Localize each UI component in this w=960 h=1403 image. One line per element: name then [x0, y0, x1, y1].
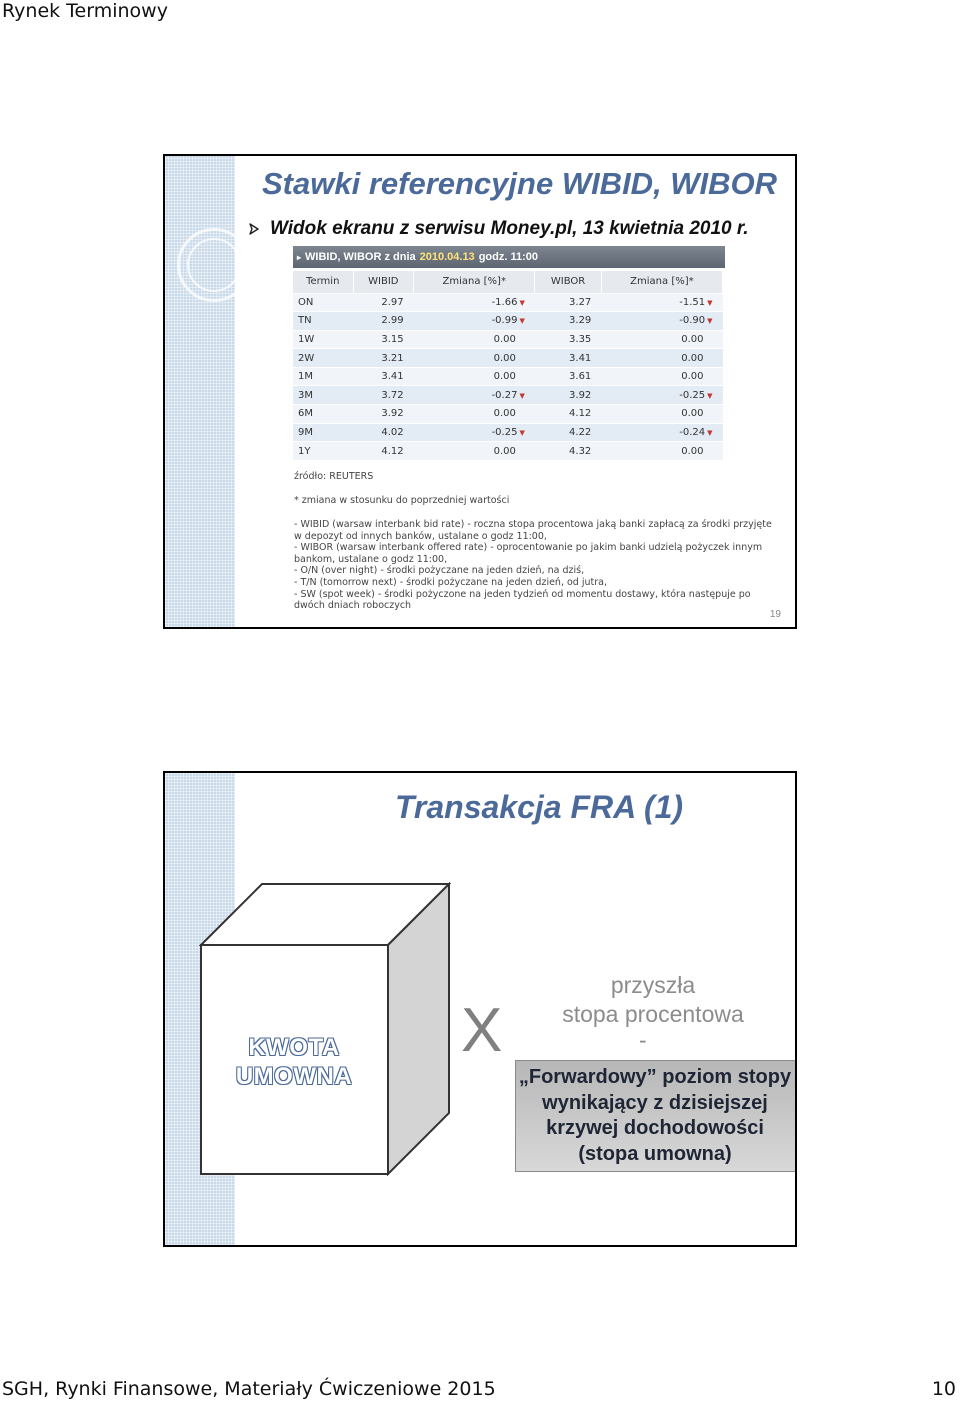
- table-cell-term: 1Y: [293, 442, 353, 461]
- definitions-list: [294, 519, 772, 612]
- table-cell-term: 1M: [293, 367, 353, 386]
- minus-sign: -: [639, 1027, 647, 1053]
- definition-line: dwóch dniach roboczych: [294, 600, 412, 612]
- table-cell-wibor-change: -0.90 ▼: [601, 312, 722, 331]
- table-cell-wibid: 3.21: [353, 349, 414, 368]
- table-cell-wibor: 3.27: [535, 293, 601, 312]
- header-date: 2010.04.13: [419, 251, 475, 263]
- future-rate-line2: stopa procentowa: [562, 1001, 744, 1027]
- column-header: WIBID: [353, 271, 414, 293]
- table-cell-term: 3M: [293, 386, 353, 405]
- down-arrow-icon: ▼: [519, 317, 525, 326]
- rates-table-head-row: [293, 271, 723, 293]
- definition-line: w depozyt od innych banków, ustalane o godz 11:00,: [294, 530, 547, 542]
- slide-decorative-strip: [165, 156, 235, 627]
- down-arrow-icon: ▼: [707, 317, 713, 326]
- cube-label-line1: KWOTA: [248, 1034, 340, 1061]
- down-arrow-icon: ▼: [519, 391, 525, 400]
- forward-rate-line: wynikający z dzisiejszej: [542, 1091, 768, 1114]
- definition-line: - WIBID (warsaw interbank bid rate) - roczna stopa procentowa jaką banki zapłacą za środki przyjęte: [294, 519, 772, 530]
- slide-fra-transaction: [163, 771, 797, 1247]
- table-row: [293, 405, 723, 424]
- table-cell-wibid-change: -1.66 ▼: [414, 293, 535, 312]
- table-cell-wibid: 2.99: [353, 312, 414, 331]
- money-pl-screenshot: [293, 246, 725, 460]
- table-cell-wibid-change: -0.27 ▼: [414, 386, 535, 405]
- rates-table: [293, 271, 723, 460]
- down-arrow-icon: ▼: [707, 391, 713, 400]
- slide-wibid-wibor: [163, 154, 797, 629]
- page-number: 10: [931, 1378, 956, 1400]
- page-header: Rynek Terminowy: [2, 0, 168, 22]
- table-cell-wibid: 4.02: [353, 423, 414, 442]
- table-cell-wibor: 3.35: [535, 330, 601, 349]
- table-cell-wibid-change: 0.00: [414, 367, 535, 386]
- source-note: źródło: REUTERS: [294, 471, 374, 482]
- table-cell-wibid: 2.97: [353, 293, 414, 312]
- table-cell-wibor-change: 0.00: [601, 349, 722, 368]
- cube-label: [207, 1033, 381, 1091]
- table-cell-wibid-change: 0.00: [414, 442, 535, 461]
- slide-title: Transakcja FRA (1): [394, 789, 684, 825]
- table-cell-wibor-change: -1.51 ▼: [601, 293, 722, 312]
- cube-label-line2: UMOWNA: [235, 1063, 353, 1090]
- table-cell-wibor: 4.12: [535, 405, 601, 424]
- table-cell-wibor-change: 0.00: [601, 330, 722, 349]
- multiply-sign: X: [461, 996, 503, 1065]
- triangle-right-icon: ▸: [297, 252, 302, 262]
- table-cell-wibid: 3.92: [353, 405, 414, 424]
- table-cell-wibid-change: -0.99 ▼: [414, 312, 535, 331]
- table-cell-term: TN: [293, 312, 353, 331]
- table-cell-wibor: 3.41: [535, 349, 601, 368]
- column-header: Zmiana [%]*: [601, 271, 722, 293]
- table-cell-wibor-change: 0.00: [601, 367, 722, 386]
- rates-table-body: [293, 293, 723, 460]
- table-cell-wibid: 4.12: [353, 442, 414, 461]
- down-arrow-icon: ▼: [519, 428, 525, 437]
- column-header: Termin: [293, 271, 353, 293]
- table-cell-wibor: 4.22: [535, 423, 601, 442]
- header-suffix: godz. 11:00: [478, 251, 538, 263]
- table-row: [293, 442, 723, 461]
- table-cell-wibor: 3.92: [535, 386, 601, 405]
- column-header: Zmiana [%]*: [414, 271, 535, 293]
- table-cell-wibor-change: -0.25 ▼: [601, 386, 722, 405]
- table-row: [293, 312, 723, 331]
- page-footer-left: SGH, Rynki Finansowe, Materiały Ćwiczeniowe 2015: [2, 1378, 496, 1400]
- table-cell-wibid: 3.72: [353, 386, 414, 405]
- table-cell-wibor: 3.29: [535, 312, 601, 331]
- future-rate-line1: przyszła: [610, 972, 696, 998]
- forward-rate-line: krzywej dochodowości: [546, 1117, 764, 1139]
- table-cell-term: 1W: [293, 330, 353, 349]
- down-arrow-icon: ▼: [519, 298, 525, 307]
- table-cell-wibid: 3.41: [353, 367, 414, 386]
- arrow-bullet-icon: [247, 222, 261, 236]
- table-cell-wibor-change: -0.24 ▼: [601, 423, 722, 442]
- definition-line: - T/N (tomorrow next) - środki pożyczane na jeden dzień, od jutra,: [294, 576, 607, 588]
- slide-title: Stawki referencyjne WIBID, WIBOR: [262, 166, 778, 201]
- table-row: [293, 386, 723, 405]
- table-cell-wibid-change: 0.00: [414, 330, 535, 349]
- rates-table-header-bar: [293, 246, 725, 268]
- bullet-text: Widok ekranu z serwisu Money.pl, 13 kwietnia 2010 r.: [270, 218, 749, 239]
- table-cell-wibor: 3.61: [535, 367, 601, 386]
- table-row: [293, 293, 723, 312]
- forward-rate-line: „Forwardowy” poziom stopy: [518, 1066, 792, 1088]
- footnote: * zmiana w stosunku do poprzedniej wartości: [294, 495, 510, 506]
- table-cell-wibid-change: 0.00: [414, 349, 535, 368]
- table-row: [293, 330, 723, 349]
- table-row: [293, 349, 723, 368]
- definition-line: - SW (spot week) - środki pożyczone na jeden tydzień od momentu dostawy, która następuje po: [294, 588, 751, 600]
- definition-line: bankom, ustalane o godz 11:00,: [294, 553, 448, 565]
- table-cell-wibid: 3.15: [353, 330, 414, 349]
- forward-rate-text: [508, 1065, 797, 1167]
- table-row: [293, 367, 723, 386]
- table-cell-term: 6M: [293, 405, 353, 424]
- down-arrow-icon: ▼: [707, 428, 713, 437]
- cube-illustration: [199, 882, 451, 1176]
- column-header: WIBOR: [535, 271, 601, 293]
- table-cell-wibor-change: 0.00: [601, 405, 722, 424]
- table-cell-term: 9M: [293, 423, 353, 442]
- future-rate-label: [535, 971, 771, 1029]
- slide-number: 19: [769, 609, 781, 620]
- table-row: [293, 423, 723, 442]
- bullet-item: [247, 218, 749, 240]
- table-cell-wibid-change: -0.25 ▼: [414, 423, 535, 442]
- table-cell-wibor-change: 0.00: [601, 442, 722, 461]
- forward-rate-line: (stopa umowna): [578, 1142, 732, 1165]
- table-cell-wibor: 4.32: [535, 442, 601, 461]
- table-cell-wibid-change: 0.00: [414, 405, 535, 424]
- definition-line: - O/N (over night) - środki pożyczane na jeden dzień, na dziś,: [294, 565, 585, 577]
- down-arrow-icon: ▼: [707, 298, 713, 307]
- table-cell-term: ON: [293, 293, 353, 312]
- decorative-circle-inner: [187, 238, 241, 292]
- definition-line: - WIBOR (warsaw interbank offered rate) - oprocentowanie po jakim banki udzielą pożyczek innym: [294, 542, 763, 554]
- table-cell-term: 2W: [293, 349, 353, 368]
- header-prefix: WIBID, WIBOR z dnia: [305, 251, 416, 263]
